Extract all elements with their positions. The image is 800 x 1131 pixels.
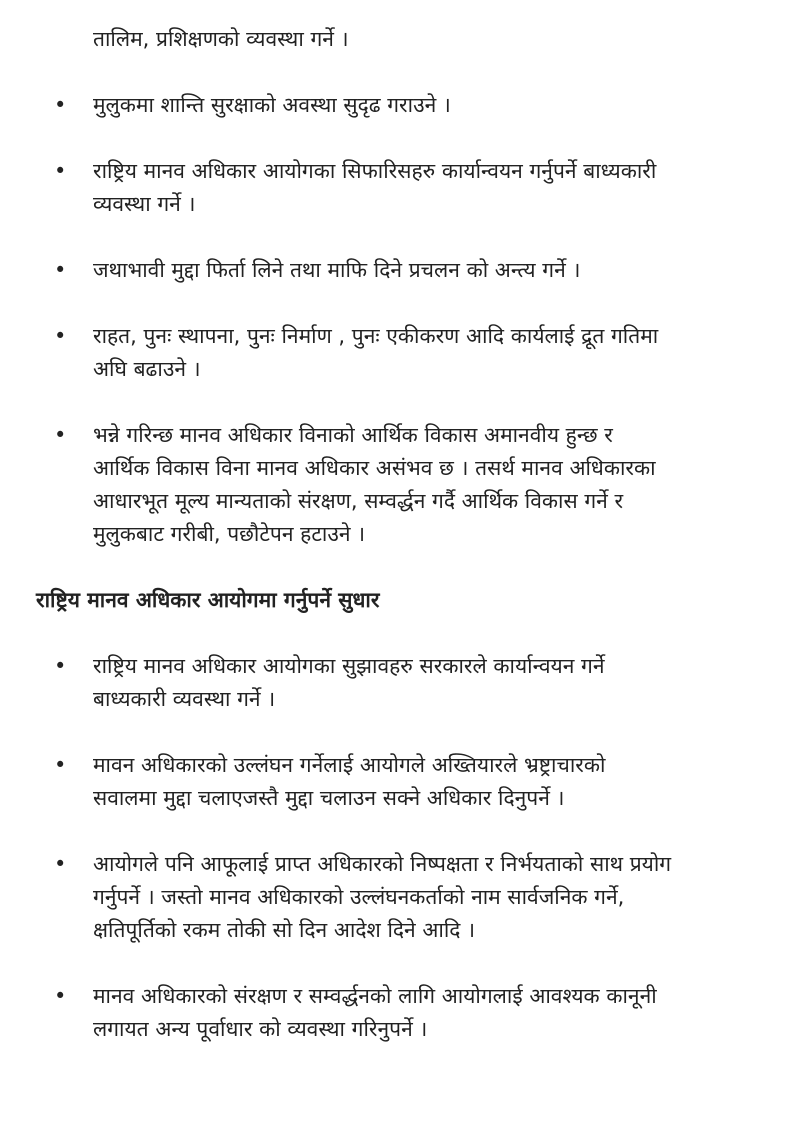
bullet-icon: • bbox=[54, 159, 67, 183]
bullet-icon: • bbox=[54, 258, 67, 282]
list-item-line: राष्ट्रिय मानव अधिकार आयोगका सुझावहरु सरकारले कार्यान्वयन गर्ने bbox=[93, 654, 605, 678]
list-item-line: राष्ट्रिय मानव अधिकार आयोगका सिफारिसहरु कार्यान्वयन गर्नुपर्ने बाध्यकारी bbox=[93, 159, 657, 183]
list-item-line: मावन अधिकारको उल्लंघन गर्नेलाई आयोगले अख्तियारले भ्रष्ट्राचारको bbox=[93, 753, 606, 777]
bullet-icon: • bbox=[54, 324, 67, 348]
list-item-line: जथाभावी मुद्दा फिर्ता लिने तथा माफि दिने प्रचलन को अन्त्य गर्ने । bbox=[93, 258, 581, 282]
list-item-line: बाध्यकारी व्यवस्था गर्ने । bbox=[93, 687, 276, 711]
bullet-icon: • bbox=[54, 423, 67, 447]
bullet-icon: • bbox=[54, 753, 67, 777]
list-item-line: अघि बढाउने । bbox=[93, 357, 201, 381]
bullet-icon: • bbox=[54, 93, 67, 117]
list-item-line: मुलुकबाट गरीबी, पछौटेपन हटाउने । bbox=[93, 522, 366, 546]
intro-line: तालिम, प्रशिक्षणको व्यवस्था गर्ने । bbox=[93, 27, 349, 51]
bullet-icon: • bbox=[54, 984, 67, 1008]
list-item-line: आयोगले पनि आफूलाई प्राप्त अधिकारको निष्पक्षता र निर्भयताको साथ प्रयोग bbox=[93, 852, 672, 876]
list-item-line: लगायत अन्य पूर्वाधार को व्यवस्था गरिनुपर्ने । bbox=[93, 1017, 428, 1041]
list-item-line: आधारभूत मूल्य मान्यताको संरक्षण, सम्वर्द्धन गर्दै आर्थिक विकास गर्ने र bbox=[93, 489, 624, 513]
section-heading: राष्ट्रिय मानव अधिकार आयोगमा गर्नुपर्ने सुधार bbox=[36, 588, 380, 612]
list-item-line: सवालमा मुद्दा चलाएजस्तै मुद्दा चलाउन सक्ने अधिकार दिनुपर्ने । bbox=[93, 786, 565, 810]
bullet-icon: • bbox=[54, 654, 67, 678]
list-item-line: गर्नुपर्ने । जस्तो मानव अधिकारको उल्लंघनकर्ताको नाम सार्वजनिक गर्ने, bbox=[93, 885, 625, 909]
list-item-line: क्षतिपूर्तिको रकम तोकी सो दिन आदेश दिने आदि । bbox=[93, 918, 476, 942]
list-item-line: व्यवस्था गर्ने । bbox=[93, 192, 196, 216]
list-item-line: आर्थिक विकास विना मानव अधिकार असंभव छ । तसर्थ मानव अधिकारका bbox=[93, 456, 656, 480]
list-item-line: भन्ने गरिन्छ मानव अधिकार विनाको आर्थिक विकास अमानवीय हुन्छ र bbox=[93, 423, 613, 447]
list-item-line: राहत, पुनः स्थापना, पुनः निर्माण , पुनः एकीकरण आदि कार्यलाई द्रूत गतिमा bbox=[93, 324, 659, 348]
list-item-line: मानव अधिकारको संरक्षण र सम्वर्द्धनको लागि आयोगलाई आवश्यक कानूनी bbox=[93, 984, 657, 1008]
bullet-icon: • bbox=[54, 852, 67, 876]
list-item-line: मुलुकमा शान्ति सुरक्षाको अवस्था सुदृढ गराउने । bbox=[93, 93, 451, 117]
